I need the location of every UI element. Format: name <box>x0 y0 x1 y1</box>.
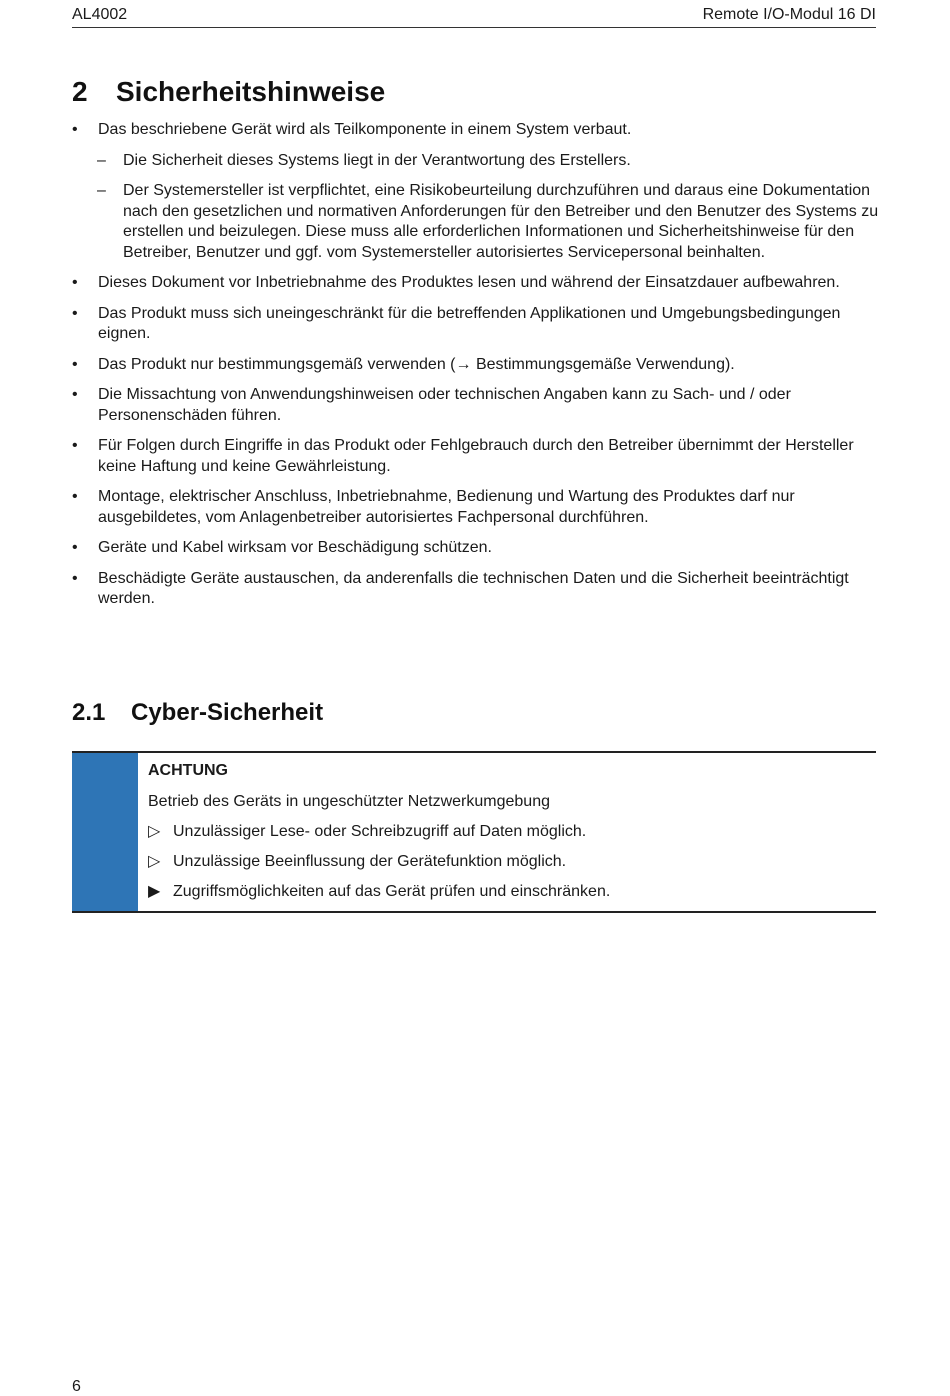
list-item: • Dieses Dokument vor Inbetriebnahme des Produktes lesen und während der Einsatzdauer aufbewahren. <box>72 273 882 294</box>
list-item: • Beschädigte Geräte austauschen, da anderenfalls die technischen Daten und die Sicherheit beeinträchtigt werden. <box>72 569 849 607</box>
triangle-filled-icon: ▶ <box>148 883 161 900</box>
notice-consequence: ▷ Unzulässiger Lese- oder Schreibzugriff auf Daten möglich. <box>148 823 587 840</box>
notice-action: ▶ Zugriffsmöglichkeiten auf das Gerät prüfen und einschränken. <box>148 883 611 900</box>
bullet-icon: • <box>72 274 78 291</box>
header-product-code: AL4002 <box>72 6 128 23</box>
dash-icon: – <box>97 182 106 199</box>
bullet-icon: • <box>72 355 78 373</box>
page-number: 6 <box>72 1378 81 1395</box>
list-item: • Das Produkt muss sich uneingeschränkt für die betreffenden Applikationen und Umgebungsbedingungen eignen. <box>72 304 841 342</box>
header-product-name: Remote I/O-Modul 16 DI <box>702 6 876 23</box>
section-heading <box>72 76 385 108</box>
section-number: 2 <box>72 76 88 107</box>
list-item: • Die Missachtung von Anwendungshinweisen oder technischen Angaben kann zu Sach- und / oder Personenschäden führen. <box>72 386 791 424</box>
safety-list <box>72 120 882 620</box>
bullet-icon: • <box>72 121 78 138</box>
notice-label: ACHTUNG <box>148 762 228 779</box>
notice-consequence: ▷ Unzulässige Beeinflussung der Gerätefunktion möglich. <box>148 853 567 870</box>
list-item: – Die Sicherheit dieses Systems liegt in der Verantwortung des Erstellers. <box>72 151 882 172</box>
list-item: • Für Folgen durch Eingriffe in das Produkt oder Fehlgebrauch durch den Betreiber übernimmt der Hersteller keine Haftung und keine Gewährleistung. <box>72 437 854 475</box>
warning-notice <box>72 751 876 913</box>
subsection-heading <box>72 699 323 727</box>
bullet-icon: • <box>72 488 78 505</box>
subsection-title: Cyber-Sicherheit <box>131 699 324 726</box>
subsection-number: 2.1 <box>72 699 106 726</box>
triangle-outline-icon: ▷ <box>148 853 161 870</box>
bullet-icon: • <box>72 539 78 556</box>
bullet-icon: • <box>72 437 78 454</box>
bullet-icon: • <box>72 304 78 322</box>
notice-hazard: Betrieb des Geräts in ungeschützter Netzwerkumgebung <box>148 793 550 810</box>
bullet-icon: • <box>72 386 78 403</box>
list-item: • Montage, elektrischer Anschluss, Inbetriebnahme, Bedienung und Wartung des Produktes darf nur ausgebildetes, vom Anlagenbetreiber autorisiertes Fachpersonal durchführen. <box>72 488 795 526</box>
dash-icon: – <box>97 151 106 169</box>
page-header <box>72 4 876 28</box>
triangle-outline-icon: ▷ <box>148 823 161 840</box>
notice-accent-bar <box>72 753 138 911</box>
list-item: • Geräte und Kabel wirksam vor Beschädigung schützen. <box>72 538 882 559</box>
list-item: • Das beschriebene Gerät wird als Teilkomponente in einem System verbaut. <box>72 120 882 141</box>
section-title: Sicherheitshinweise <box>116 76 386 107</box>
bullet-icon: • <box>72 569 78 587</box>
list-item: – Der Systemersteller ist verpflichtet, eine Risikobeurteilung durchzuführen und daraus eine Dokumentation nach den gesetzlichen und normativen Anforderungen für den Betreiber und den Benutzer des Systems zu erstellen und beizulegen. Diese muss alle erforderlichen Informationen und Sicherheitshinweise für den Betreiber, Benutzer und ggf. vom Systemersteller autorisiertes Servicepersonal beinhalten. <box>97 182 879 261</box>
list-item: • Das Produkt nur bestimmungsgemäß verwenden (→ Bestimmungsgemäße Verwendung). <box>72 355 882 376</box>
